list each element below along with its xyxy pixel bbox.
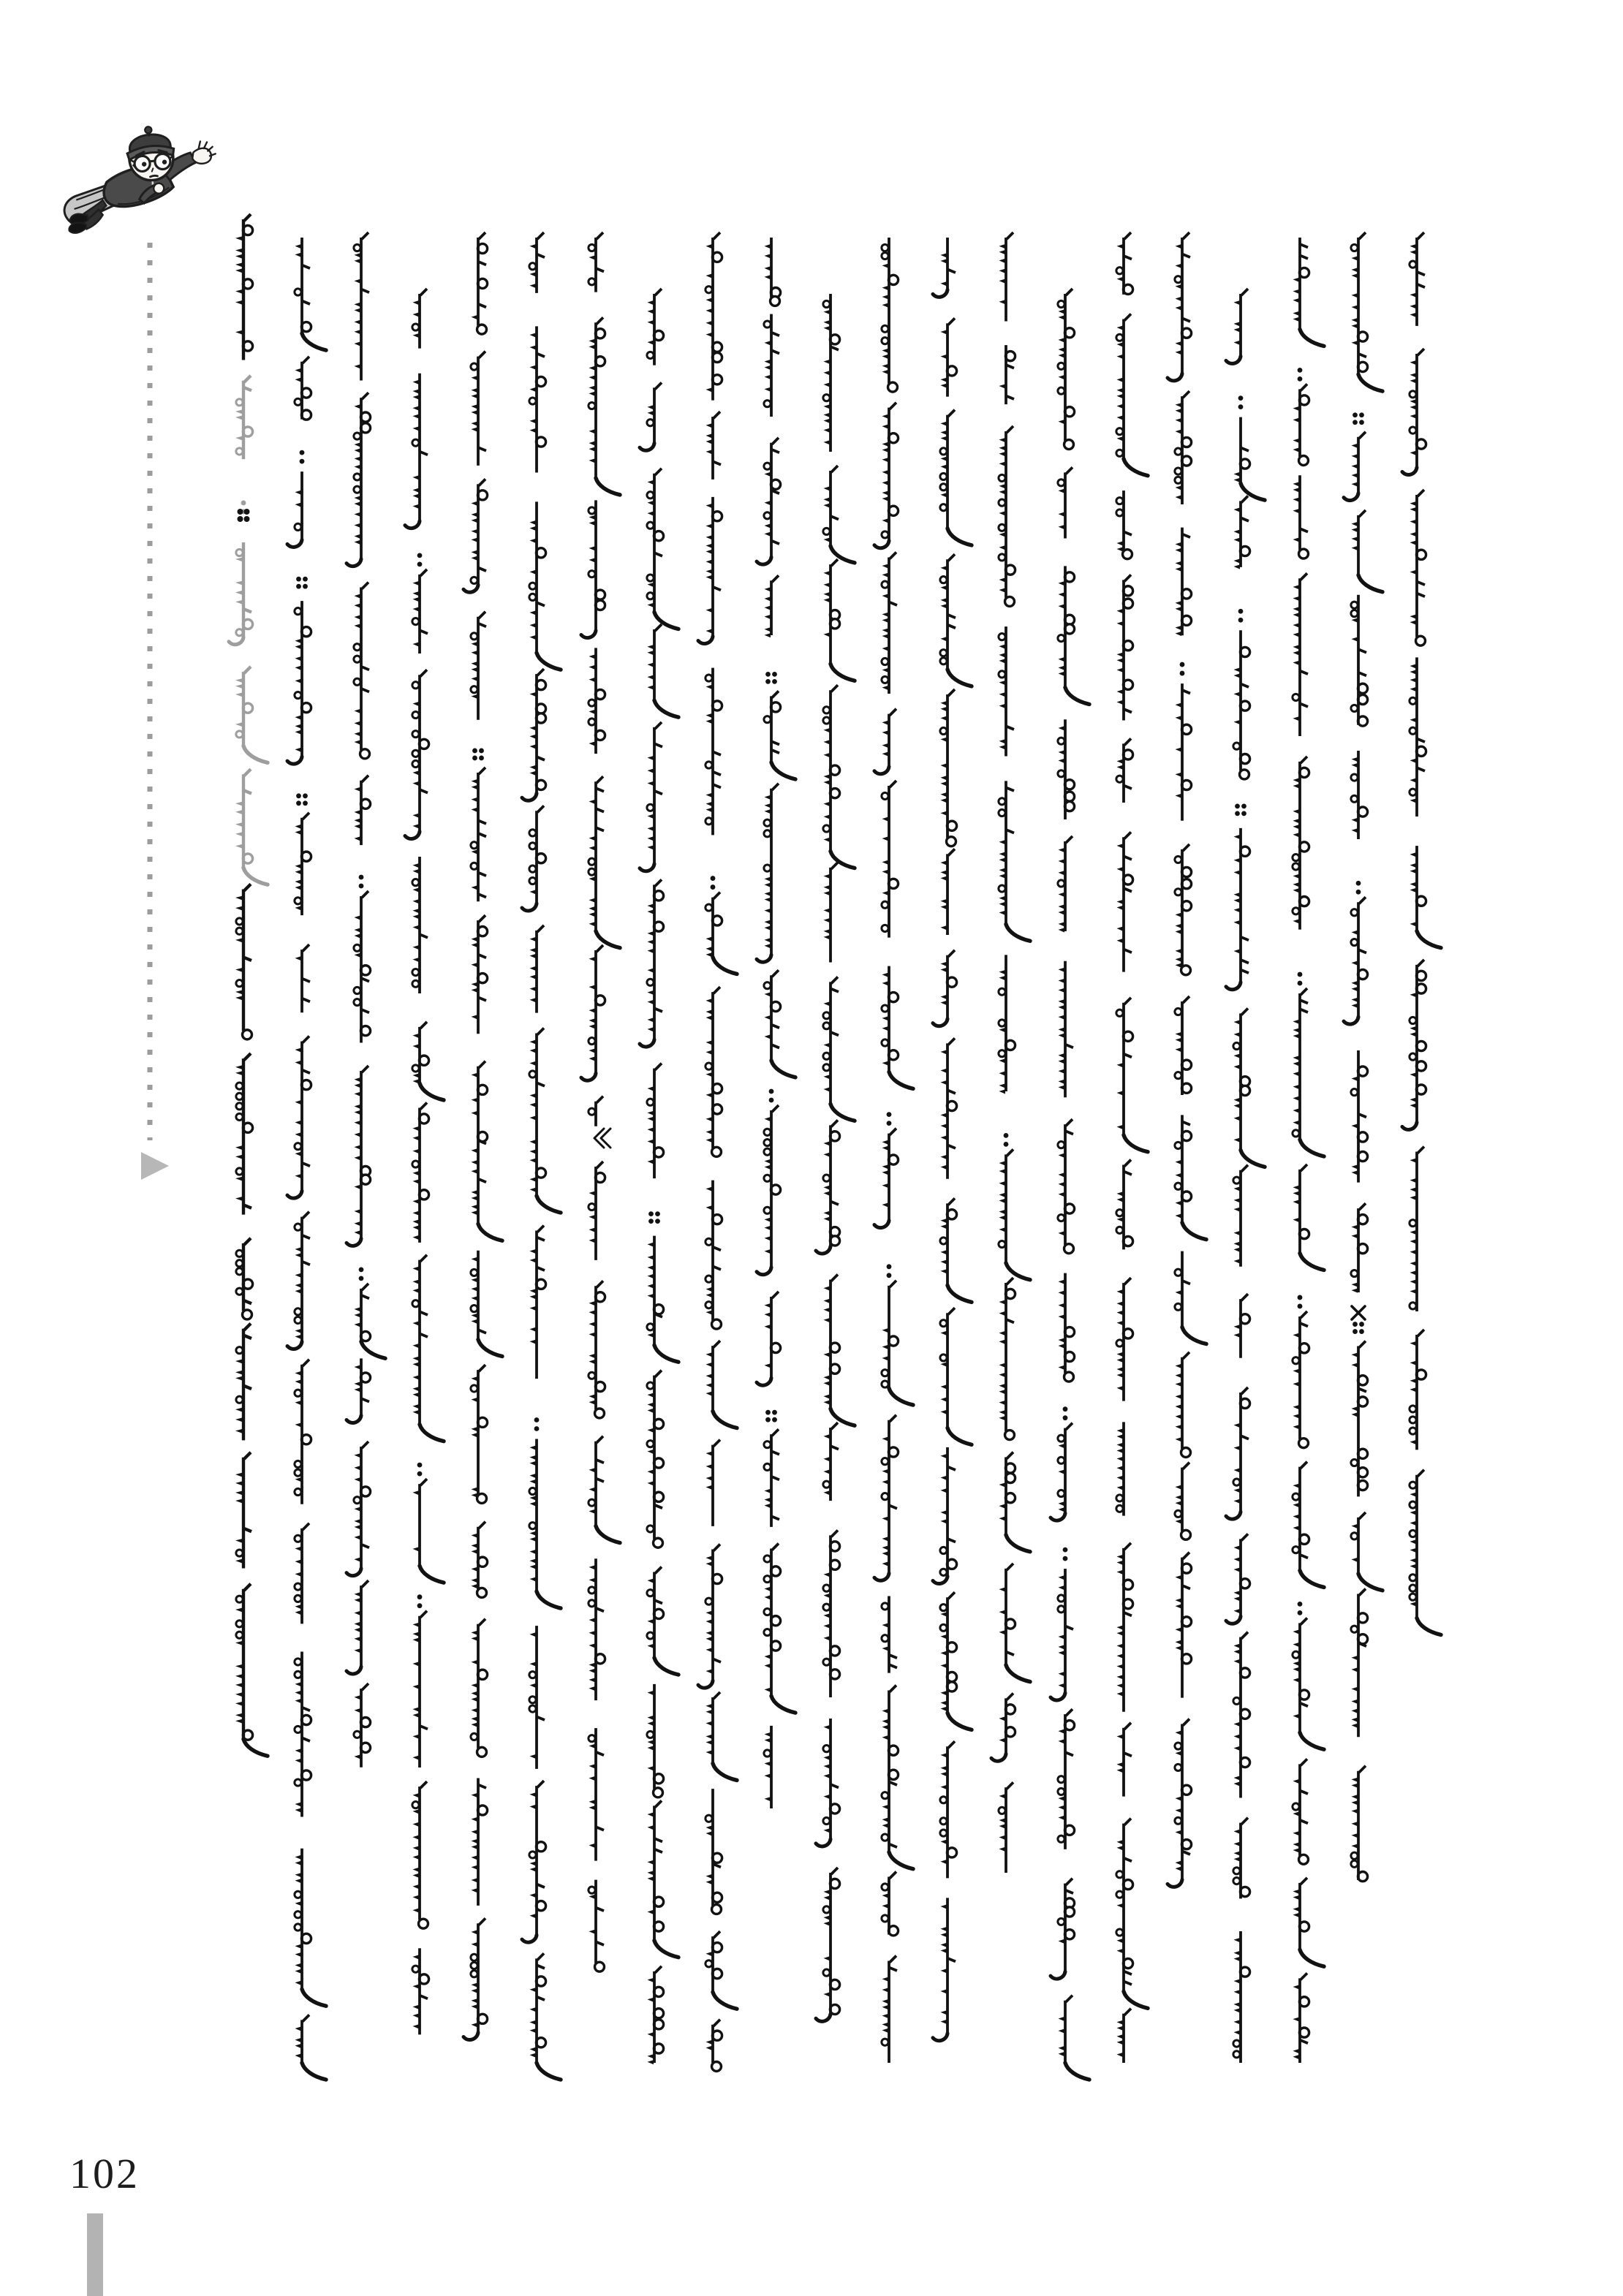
text-column-10: [757, 238, 795, 1808]
text-column-15: [1051, 289, 1089, 2080]
text-column-6: [522, 232, 561, 2080]
fist-at-chin: [154, 183, 164, 194]
text-column-9: [698, 232, 737, 2072]
text-column-14: [991, 232, 1030, 1873]
separator-arrow-icon: [141, 1152, 169, 1180]
text-column-18: [1226, 289, 1265, 2063]
text-column-5: [464, 232, 502, 2039]
text-column-8: [640, 289, 678, 2064]
text-column-3: [347, 232, 385, 1768]
text-column-4: [405, 289, 444, 2034]
text-column-17: [1168, 232, 1206, 1887]
text-column-21: [1402, 232, 1441, 1634]
text-column-12: [874, 238, 913, 2063]
text-column-16: [1116, 232, 1148, 2063]
text-column-11: [816, 294, 855, 2021]
mascot-flying-boy: [56, 120, 222, 234]
text-column-7: [581, 232, 620, 1971]
multiply-sign: [1352, 1306, 1365, 1319]
page-number: 102: [69, 2150, 140, 2197]
text-column-19: [1293, 238, 1324, 2063]
quote-mark-icon: [594, 1129, 610, 1148]
text-column-1: [229, 214, 268, 1756]
footer-accent-bar: [87, 2213, 103, 2296]
text-column-20: [1344, 232, 1382, 1882]
text-column-13: [933, 238, 972, 2041]
text-column-2: [287, 238, 326, 2080]
